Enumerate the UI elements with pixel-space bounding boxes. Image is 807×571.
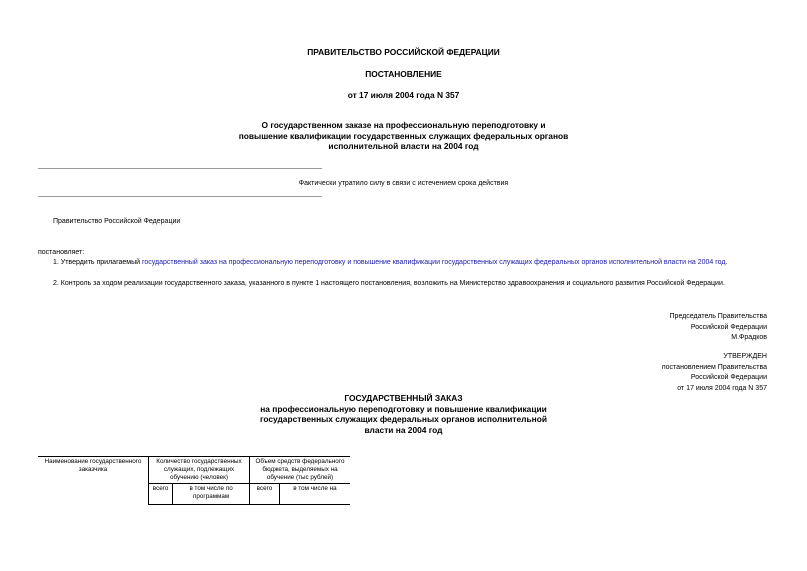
header-budget (250, 457, 351, 484)
table-cell (173, 505, 250, 506)
header-text: Количество государственных (156, 458, 242, 465)
issuer-text: Правительство Российской Федерации (53, 218, 181, 225)
subheader-total-budget: всего (250, 484, 280, 505)
signature-block (670, 312, 767, 344)
signature-line: Председатель Правительства (669, 313, 767, 320)
approval-line: УТВЕРЖДЕН (723, 353, 767, 360)
paragraph-1 (53, 259, 727, 266)
header-text: заказчика (78, 466, 108, 473)
approval-line: Российской Федерации (690, 374, 767, 382)
table-cell (250, 505, 280, 506)
header-text: служащих, подлежащих (163, 466, 235, 473)
document-type: ПОСТАНОВЛЕНИЕ (365, 69, 442, 79)
approval-block (662, 352, 767, 394)
subheader-including: в том числе на (279, 484, 350, 505)
order-subtitle-line: власти на 2004 год (364, 424, 443, 435)
order-subtitle-line: на профессиональную переподготовку и повышение квалификации (260, 403, 547, 414)
paragraph-1-suffix: . (725, 259, 728, 266)
subheader-text: в том числе по (189, 485, 233, 492)
header-text: бюджета, выделяемых на (262, 466, 338, 473)
document-title (0, 120, 807, 152)
paragraph-2: 2. Контроль за ходом реализации государственного заказа, указанного в пункте 1 настоящего постановления, возложить на Министерство здравоохранения и социального развития Российской Федерации. (53, 280, 725, 287)
signature-name: М.Фрадков (731, 334, 767, 342)
subheader-text: программам (192, 493, 230, 500)
subheader-programs (173, 484, 250, 505)
title-line: повышение квалификации государственных служащих федеральных органов (238, 130, 569, 141)
document-date-number: от 17 июля 2004 года N 357 (347, 90, 460, 100)
paragraph-1-prefix: 1. Утвердить прилагаемый (53, 259, 142, 266)
table-cell (279, 505, 350, 506)
header-customer (38, 457, 149, 505)
table-cell (149, 505, 173, 506)
order-heading (0, 393, 807, 435)
header-employees (149, 457, 250, 484)
header-text: обучению (человек) (170, 474, 228, 481)
order-table (38, 456, 350, 505)
government-heading: ПРАВИТЕЛЬСТВО РОССИЙСКОЙ ФЕДЕРАЦИИ (307, 47, 500, 57)
header-text: Объем средств федерального (255, 458, 345, 465)
subheader-total: всего (149, 484, 173, 505)
title-line: О государственном заказе на профессиональную переподготовку и (261, 120, 546, 130)
order-title: ГОСУДАРСТВЕННЫЙ ЗАКАЗ (344, 393, 463, 403)
signature-line: Российской Федерации (690, 323, 767, 331)
approval-line: от 17 июля 2004 года N 357 (677, 384, 767, 392)
header-text: обучение (тыс рублей) (266, 474, 334, 481)
divider-top (38, 168, 322, 169)
order-link[interactable]: государственный заказ на профессиональную переподготовку и повышение квалификации государственных служащих федеральных органов исполнительной власти на 2004 год (141, 259, 726, 266)
approval-line: постановлением Правительства (661, 363, 767, 371)
decree-word: постановляет: (38, 249, 85, 256)
divider-bottom (38, 196, 322, 197)
header-text: Наименование государственного (44, 458, 142, 465)
title-line: исполнительной власти на 2004 год (328, 141, 479, 152)
table-header-row (38, 457, 350, 484)
status-note: Фактически утратило силу в связи с истечением срока действия (298, 180, 509, 187)
table-bottom-rule (38, 505, 350, 506)
table-cell (38, 505, 149, 506)
order-subtitle-line: государственных служащих федеральных органов исполнительной (260, 414, 547, 425)
